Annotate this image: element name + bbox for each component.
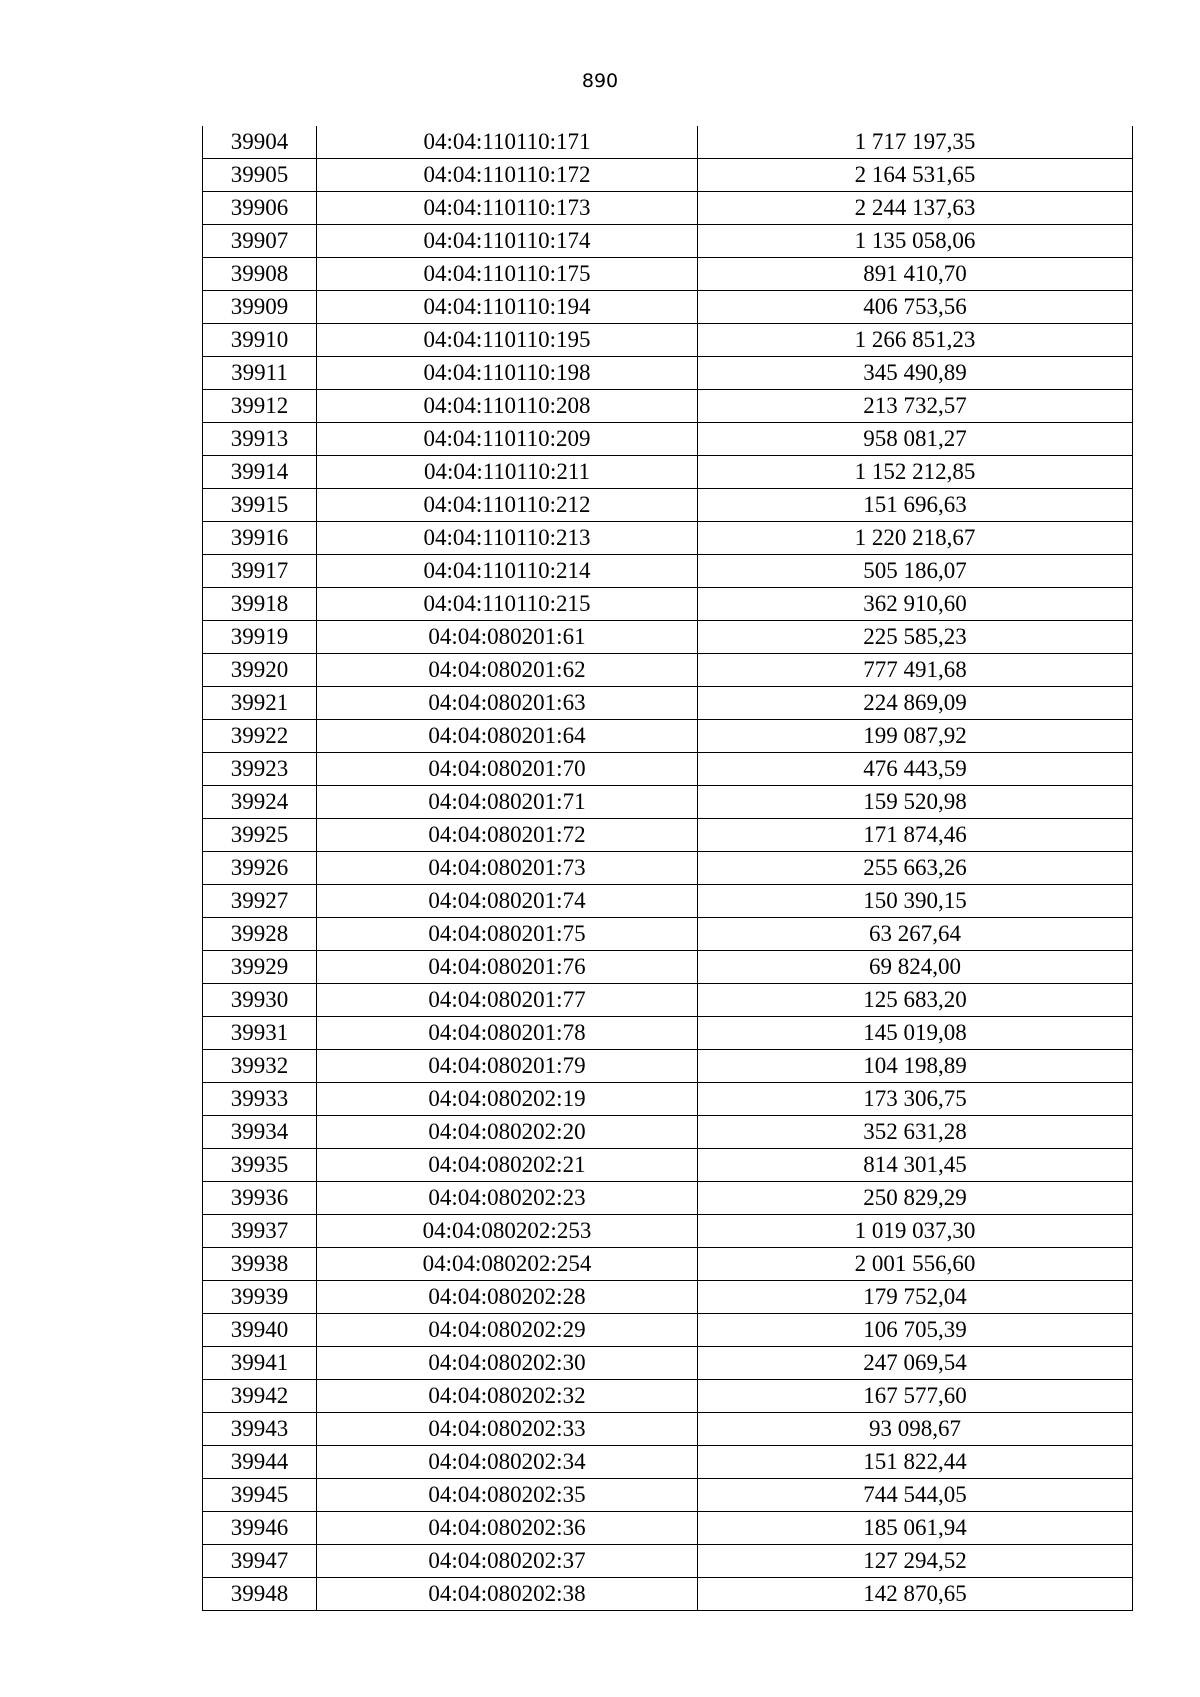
cadastral-number-cell: 04:04:080202:34 bbox=[317, 1446, 698, 1479]
table-row bbox=[203, 225, 1133, 258]
row-number-cell: 39940 bbox=[203, 1314, 317, 1347]
table-row bbox=[203, 1578, 1133, 1611]
cadastral-value-cell: 891 410,70 bbox=[698, 258, 1133, 291]
table-row bbox=[203, 885, 1133, 918]
row-number-cell: 39905 bbox=[203, 159, 317, 192]
table-row bbox=[203, 918, 1133, 951]
row-number-cell: 39912 bbox=[203, 390, 317, 423]
table-row bbox=[203, 324, 1133, 357]
row-number-cell: 39941 bbox=[203, 1347, 317, 1380]
table-row bbox=[203, 621, 1133, 654]
row-number-cell: 39914 bbox=[203, 456, 317, 489]
table-row bbox=[203, 1050, 1133, 1083]
cadastral-value-cell: 1 266 851,23 bbox=[698, 324, 1133, 357]
cadastral-value-cell: 345 490,89 bbox=[698, 357, 1133, 390]
row-number-cell: 39937 bbox=[203, 1215, 317, 1248]
table-row bbox=[203, 1446, 1133, 1479]
table-row bbox=[203, 456, 1133, 489]
cadastral-number-cell: 04:04:080202:36 bbox=[317, 1512, 698, 1545]
cadastral-number-cell: 04:04:080201:63 bbox=[317, 687, 698, 720]
row-number-cell: 39918 bbox=[203, 588, 317, 621]
cadastral-number-cell: 04:04:110110:211 bbox=[317, 456, 698, 489]
row-number-cell: 39927 bbox=[203, 885, 317, 918]
table-row bbox=[203, 753, 1133, 786]
cadastral-number-cell: 04:04:110110:215 bbox=[317, 588, 698, 621]
row-number-cell: 39931 bbox=[203, 1017, 317, 1050]
table-row bbox=[203, 1182, 1133, 1215]
cadastral-number-cell: 04:04:080201:62 bbox=[317, 654, 698, 687]
cadastral-value-cell: 179 752,04 bbox=[698, 1281, 1133, 1314]
table-row bbox=[203, 390, 1133, 423]
cadastral-number-cell: 04:04:080201:71 bbox=[317, 786, 698, 819]
table-row bbox=[203, 720, 1133, 753]
table-row bbox=[203, 687, 1133, 720]
cadastral-number-cell: 04:04:080202:38 bbox=[317, 1578, 698, 1611]
table-row bbox=[203, 291, 1133, 324]
cadastral-number-cell: 04:04:110110:209 bbox=[317, 423, 698, 456]
row-number-cell: 39942 bbox=[203, 1380, 317, 1413]
cadastral-number-cell: 04:04:080201:77 bbox=[317, 984, 698, 1017]
cadastral-number-cell: 04:04:080201:76 bbox=[317, 951, 698, 984]
table-row bbox=[203, 588, 1133, 621]
cadastral-number-cell: 04:04:110110:173 bbox=[317, 192, 698, 225]
table-row bbox=[203, 786, 1133, 819]
cadastral-value-cell: 142 870,65 bbox=[698, 1578, 1133, 1611]
cadastral-value-cell: 185 061,94 bbox=[698, 1512, 1133, 1545]
cadastral-number-cell: 04:04:080202:35 bbox=[317, 1479, 698, 1512]
cadastral-value-cell: 505 186,07 bbox=[698, 555, 1133, 588]
table-row bbox=[203, 1413, 1133, 1446]
row-number-cell: 39917 bbox=[203, 555, 317, 588]
row-number-cell: 39925 bbox=[203, 819, 317, 852]
table-row bbox=[203, 489, 1133, 522]
cadastral-value-cell: 104 198,89 bbox=[698, 1050, 1133, 1083]
table-row bbox=[203, 951, 1133, 984]
table-row bbox=[203, 819, 1133, 852]
row-number-cell: 39938 bbox=[203, 1248, 317, 1281]
table-row bbox=[203, 159, 1133, 192]
cadastral-value-cell: 1 019 037,30 bbox=[698, 1215, 1133, 1248]
cadastral-number-cell: 04:04:080202:19 bbox=[317, 1083, 698, 1116]
cadastral-value-cell: 255 663,26 bbox=[698, 852, 1133, 885]
cadastral-number-cell: 04:04:110110:214 bbox=[317, 555, 698, 588]
cadastral-value-cell: 150 390,15 bbox=[698, 885, 1133, 918]
cadastral-value-cell: 362 910,60 bbox=[698, 588, 1133, 621]
row-number-cell: 39913 bbox=[203, 423, 317, 456]
cadastral-value-table bbox=[202, 126, 1133, 1611]
row-number-cell: 39929 bbox=[203, 951, 317, 984]
row-number-cell: 39922 bbox=[203, 720, 317, 753]
cadastral-number-cell: 04:04:080202:37 bbox=[317, 1545, 698, 1578]
cadastral-number-cell: 04:04:080201:74 bbox=[317, 885, 698, 918]
cadastral-value-cell: 69 824,00 bbox=[698, 951, 1133, 984]
cadastral-number-cell: 04:04:080201:79 bbox=[317, 1050, 698, 1083]
row-number-cell: 39947 bbox=[203, 1545, 317, 1578]
cadastral-number-cell: 04:04:110110:213 bbox=[317, 522, 698, 555]
cadastral-number-cell: 04:04:080202:21 bbox=[317, 1149, 698, 1182]
table-row bbox=[203, 1479, 1133, 1512]
cadastral-number-cell: 04:04:080202:28 bbox=[317, 1281, 698, 1314]
cadastral-value-cell: 1 152 212,85 bbox=[698, 456, 1133, 489]
cadastral-number-cell: 04:04:110110:172 bbox=[317, 159, 698, 192]
table-row bbox=[203, 1512, 1133, 1545]
table-row bbox=[203, 423, 1133, 456]
cadastral-number-cell: 04:04:080201:72 bbox=[317, 819, 698, 852]
cadastral-number-cell: 04:04:080201:73 bbox=[317, 852, 698, 885]
cadastral-value-cell: 93 098,67 bbox=[698, 1413, 1133, 1446]
row-number-cell: 39945 bbox=[203, 1479, 317, 1512]
row-number-cell: 39939 bbox=[203, 1281, 317, 1314]
cadastral-value-cell: 406 753,56 bbox=[698, 291, 1133, 324]
cadastral-number-cell: 04:04:110110:194 bbox=[317, 291, 698, 324]
table-row bbox=[203, 1347, 1133, 1380]
row-number-cell: 39935 bbox=[203, 1149, 317, 1182]
cadastral-number-cell: 04:04:080201:64 bbox=[317, 720, 698, 753]
cadastral-number-cell: 04:04:080201:70 bbox=[317, 753, 698, 786]
row-number-cell: 39933 bbox=[203, 1083, 317, 1116]
cadastral-value-cell: 250 829,29 bbox=[698, 1182, 1133, 1215]
cadastral-number-cell: 04:04:080202:29 bbox=[317, 1314, 698, 1347]
table-row bbox=[203, 522, 1133, 555]
cadastral-value-cell: 958 081,27 bbox=[698, 423, 1133, 456]
cadastral-number-cell: 04:04:110110:195 bbox=[317, 324, 698, 357]
cadastral-number-cell: 04:04:080202:20 bbox=[317, 1116, 698, 1149]
cadastral-value-cell: 63 267,64 bbox=[698, 918, 1133, 951]
row-number-cell: 39921 bbox=[203, 687, 317, 720]
cadastral-number-cell: 04:04:080202:254 bbox=[317, 1248, 698, 1281]
row-number-cell: 39932 bbox=[203, 1050, 317, 1083]
row-number-cell: 39928 bbox=[203, 918, 317, 951]
cadastral-number-cell: 04:04:080202:23 bbox=[317, 1182, 698, 1215]
cadastral-number-cell: 04:04:110110:198 bbox=[317, 357, 698, 390]
cadastral-value-cell: 151 822,44 bbox=[698, 1446, 1133, 1479]
row-number-cell: 39906 bbox=[203, 192, 317, 225]
cadastral-number-cell: 04:04:110110:212 bbox=[317, 489, 698, 522]
row-number-cell: 39915 bbox=[203, 489, 317, 522]
row-number-cell: 39911 bbox=[203, 357, 317, 390]
cadastral-value-cell: 1 135 058,06 bbox=[698, 225, 1133, 258]
cadastral-value-cell: 106 705,39 bbox=[698, 1314, 1133, 1347]
cadastral-value-cell: 125 683,20 bbox=[698, 984, 1133, 1017]
cadastral-number-cell: 04:04:110110:174 bbox=[317, 225, 698, 258]
table-row bbox=[203, 357, 1133, 390]
row-number-cell: 39944 bbox=[203, 1446, 317, 1479]
cadastral-value-cell: 2 244 137,63 bbox=[698, 192, 1133, 225]
cadastral-value-cell: 173 306,75 bbox=[698, 1083, 1133, 1116]
row-number-cell: 39936 bbox=[203, 1182, 317, 1215]
row-number-cell: 39919 bbox=[203, 621, 317, 654]
table-row bbox=[203, 126, 1133, 159]
row-number-cell: 39910 bbox=[203, 324, 317, 357]
cadastral-number-cell: 04:04:080202:33 bbox=[317, 1413, 698, 1446]
row-number-cell: 39943 bbox=[203, 1413, 317, 1446]
table-row bbox=[203, 654, 1133, 687]
table-body bbox=[203, 126, 1133, 1611]
table-row bbox=[203, 1380, 1133, 1413]
cadastral-number-cell: 04:04:080201:75 bbox=[317, 918, 698, 951]
table-row bbox=[203, 1314, 1133, 1347]
table-row bbox=[203, 984, 1133, 1017]
cadastral-value-cell: 744 544,05 bbox=[698, 1479, 1133, 1512]
cadastral-value-cell: 1 220 218,67 bbox=[698, 522, 1133, 555]
row-number-cell: 39948 bbox=[203, 1578, 317, 1611]
cadastral-value-cell: 145 019,08 bbox=[698, 1017, 1133, 1050]
row-number-cell: 39926 bbox=[203, 852, 317, 885]
row-number-cell: 39907 bbox=[203, 225, 317, 258]
cadastral-number-cell: 04:04:080202:32 bbox=[317, 1380, 698, 1413]
cadastral-number-cell: 04:04:110110:208 bbox=[317, 390, 698, 423]
row-number-cell: 39930 bbox=[203, 984, 317, 1017]
table-row bbox=[203, 1545, 1133, 1578]
cadastral-number-cell: 04:04:080202:30 bbox=[317, 1347, 698, 1380]
table-row bbox=[203, 852, 1133, 885]
row-number-cell: 39920 bbox=[203, 654, 317, 687]
cadastral-value-cell: 224 869,09 bbox=[698, 687, 1133, 720]
table-row bbox=[203, 1116, 1133, 1149]
table-row bbox=[203, 1083, 1133, 1116]
cadastral-value-cell: 213 732,57 bbox=[698, 390, 1133, 423]
row-number-cell: 39934 bbox=[203, 1116, 317, 1149]
table-row bbox=[203, 1248, 1133, 1281]
row-number-cell: 39904 bbox=[203, 126, 317, 159]
cadastral-value-cell: 159 520,98 bbox=[698, 786, 1133, 819]
cadastral-value-cell: 127 294,52 bbox=[698, 1545, 1133, 1578]
cadastral-value-cell: 199 087,92 bbox=[698, 720, 1133, 753]
cadastral-value-cell: 476 443,59 bbox=[698, 753, 1133, 786]
cadastral-value-cell: 151 696,63 bbox=[698, 489, 1133, 522]
table-row bbox=[203, 1149, 1133, 1182]
cadastral-value-cell: 171 874,46 bbox=[698, 819, 1133, 852]
cadastral-value-cell: 777 491,68 bbox=[698, 654, 1133, 687]
cadastral-value-cell: 352 631,28 bbox=[698, 1116, 1133, 1149]
cadastral-number-cell: 04:04:080201:78 bbox=[317, 1017, 698, 1050]
cadastral-value-cell: 167 577,60 bbox=[698, 1380, 1133, 1413]
cadastral-value-cell: 225 585,23 bbox=[698, 621, 1133, 654]
cadastral-value-cell: 2 164 531,65 bbox=[698, 159, 1133, 192]
table-row bbox=[203, 1215, 1133, 1248]
cadastral-value-cell: 2 001 556,60 bbox=[698, 1248, 1133, 1281]
cadastral-value-cell: 814 301,45 bbox=[698, 1149, 1133, 1182]
cadastral-number-cell: 04:04:110110:171 bbox=[317, 126, 698, 159]
cadastral-number-cell: 04:04:110110:175 bbox=[317, 258, 698, 291]
row-number-cell: 39924 bbox=[203, 786, 317, 819]
table-row bbox=[203, 258, 1133, 291]
row-number-cell: 39946 bbox=[203, 1512, 317, 1545]
row-number-cell: 39908 bbox=[203, 258, 317, 291]
cadastral-value-cell: 1 717 197,35 bbox=[698, 126, 1133, 159]
table-row bbox=[203, 192, 1133, 225]
row-number-cell: 39923 bbox=[203, 753, 317, 786]
table-row bbox=[203, 1281, 1133, 1314]
row-number-cell: 39909 bbox=[203, 291, 317, 324]
table-row bbox=[203, 1017, 1133, 1050]
row-number-cell: 39916 bbox=[203, 522, 317, 555]
cadastral-number-cell: 04:04:080202:253 bbox=[317, 1215, 698, 1248]
cadastral-number-cell: 04:04:080201:61 bbox=[317, 621, 698, 654]
cadastral-value-cell: 247 069,54 bbox=[698, 1347, 1133, 1380]
page-number: 890 bbox=[581, 70, 619, 92]
table-row bbox=[203, 555, 1133, 588]
